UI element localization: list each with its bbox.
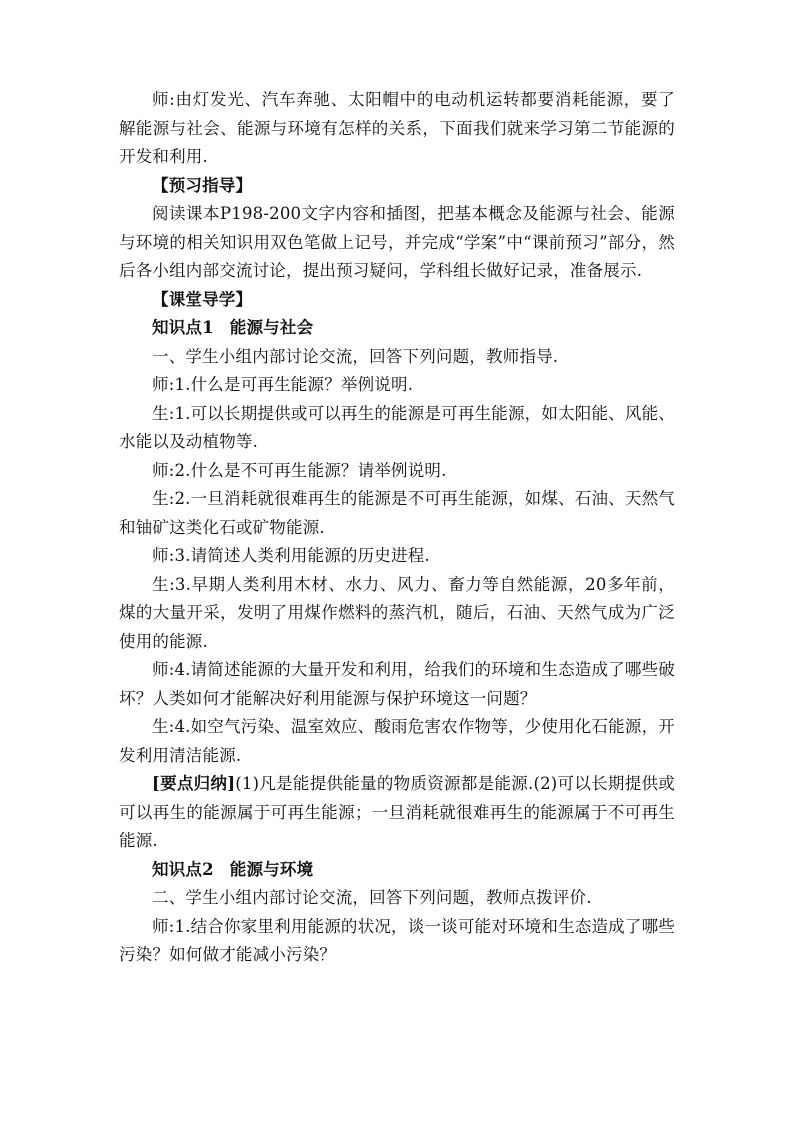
kp2-name: 能源与环境 <box>229 859 314 879</box>
qa-student-3: 生:3.早期人类利用木材、水力、风力、畜力等自然能源，20多年前，煤的大量开采，发明了用煤作燃料的蒸汽机，随后，石油、天然气成为广泛使用的能源. <box>119 574 675 651</box>
summary-paragraph <box>119 770 675 856</box>
document-page <box>119 86 675 970</box>
qa-teacher-2: 师:2.什么是不可再生能源？请举例说明. <box>152 460 447 480</box>
summary-text: (1)凡是能提供能量的物质资源都是能源.(2)可以长期提供或可以再生的能源属于可再生能源；一旦消耗就很难再生的能源属于不可再生能源. <box>119 774 675 850</box>
summary-label: [要点归纳] <box>152 774 236 793</box>
qa-teacher-3: 师:3.请简述人类利用能源的历史进程. <box>152 546 430 565</box>
qa-student-1: 生:1.可以长期提供或可以再生的能源是可再生能源，如太阳能、风能、水能以及动植物等. <box>119 403 675 451</box>
preview-heading: 【预习指导】 <box>152 175 253 195</box>
kp1-task: 一、学生小组内部讨论交流，回答下列问题，教师指导. <box>152 346 559 366</box>
kp2-task: 二、学生小组内部讨论交流，回答下列问题，教师点拨评价. <box>152 888 592 907</box>
kp1-label: 知识点1 <box>152 318 214 337</box>
kp2-qa-teacher-1: 师:1.结合你家里利用能源的状况，谈一谈可能对环境和生态造成了哪些污染？如何做才能减小污染？ <box>119 916 675 964</box>
knowledge-point-1-title <box>119 314 675 343</box>
knowledge-point-2-title <box>119 856 675 885</box>
classroom-heading: 【课堂导学】 <box>152 289 253 309</box>
kp1-name: 能源与社会 <box>229 318 314 337</box>
kp2-label: 知识点2 <box>152 859 214 879</box>
qa-teacher-1: 师:1.什么是可再生能源？举例说明. <box>152 375 414 394</box>
qa-student-2: 生:2.一旦消耗就很难再生的能源是不可再生能源，如煤、石油、天然气和铀矿这类化石或矿物能源. <box>119 489 675 537</box>
qa-teacher-4: 师:4.请简述能源的大量开发和利用，给我们的环境和生态造成了哪些破坏？人类如何才能解决好利用能源与保护环境这一问题？ <box>119 660 675 708</box>
qa-student-4: 生:4.如空气污染、温室效应、酸雨危害农作物等，少使用化石能源，开发利用清洁能源. <box>119 717 675 765</box>
preview-paragraph: 阅读课本P198-200文字内容和插图，把基本概念及能源与社会、能源与环境的相关知识用双色笔做上记号，并完成“学案”中“课前预习”部分，然后各小组内部交流讨论，提出预习疑问，学科组长做好记录，准备展示. <box>119 204 675 280</box>
intro-paragraph: 师:由灯发光、汽车奔驰、太阳帽中的电动机运转都要消耗能源，要了解能源与社会、能源与环境有怎样的关系，下面我们就来学习第二节能源的开发和利用. <box>119 90 675 166</box>
